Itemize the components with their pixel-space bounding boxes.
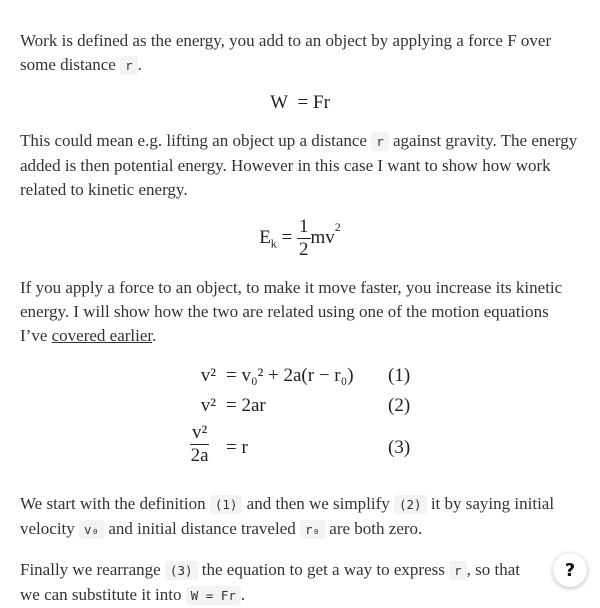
- numerator: v²: [192, 422, 208, 443]
- equation-3: [20, 422, 580, 466]
- inline-code: (1): [210, 495, 243, 514]
- text: , so that we can substitute it into: [20, 560, 521, 604]
- question-mark-icon: ?: [564, 559, 576, 581]
- article: [20, 29, 580, 608]
- text: .: [152, 326, 157, 345]
- eq-number: (3): [388, 437, 411, 458]
- inline-code: v₀: [79, 520, 104, 539]
- eq-lhs: W: [270, 92, 289, 113]
- help-button[interactable]: [553, 553, 587, 587]
- eq-rhs: = v₀² + 2a(r − r₀): [226, 365, 354, 386]
- eq-rhs: mv: [310, 226, 335, 248]
- inline-code: r₀: [300, 520, 325, 539]
- paragraph-rearrange: [20, 558, 580, 608]
- fraction: [297, 216, 311, 261]
- equation-kinetic-energy: [20, 216, 580, 264]
- text: .: [240, 585, 246, 604]
- text: against gravity. The energy added is then potential energy. However in this case I want to show how work related to kinetic energy.: [20, 131, 578, 199]
- text: This could mean e.g. lifting an object up a distance: [20, 131, 372, 150]
- numerator: 1: [299, 216, 309, 237]
- inline-code: r: [371, 132, 389, 151]
- paragraph-potential: [20, 129, 580, 202]
- inline-code: (2): [394, 495, 427, 514]
- equals: =: [281, 226, 293, 248]
- equation-work: [20, 92, 580, 116]
- inline-code: r: [449, 561, 467, 580]
- covered-earlier-link[interactable]: covered earlier: [51, 326, 153, 345]
- superscript: 2: [334, 219, 341, 234]
- text: We start with the definition: [20, 494, 210, 513]
- eq-number: (1): [388, 365, 411, 386]
- eq-number: (2): [388, 395, 411, 416]
- eq-lhs: v²: [200, 365, 216, 386]
- text: it by saying initial velocity: [20, 494, 555, 538]
- text: and initial distance traveled: [104, 519, 300, 538]
- eq-rhs: = Fr: [297, 92, 330, 113]
- paragraph-motion: [20, 276, 580, 348]
- text: the equation to get a way to express: [197, 560, 450, 579]
- denominator: 2a: [190, 445, 209, 466]
- text: .: [137, 55, 142, 74]
- denominator: 2: [299, 239, 309, 260]
- fraction: [190, 422, 209, 467]
- paragraph-simplify: [20, 492, 580, 542]
- inline-code: r: [120, 56, 138, 75]
- text: If you apply a force to an object, to make it move faster, you increase its kinetic energy. I will show how the two are related using one of the motion equations I’ve: [20, 278, 563, 345]
- equation-2: [20, 394, 580, 418]
- inline-code: (3): [165, 561, 198, 580]
- text: are both zero.: [325, 519, 423, 538]
- eq-rhs: = 2ar: [226, 395, 266, 416]
- eq-rhs: = r: [226, 437, 248, 458]
- text: Finally we rearrange: [20, 560, 165, 579]
- eq-lhs: E: [259, 226, 271, 248]
- text: and then we simplify: [242, 494, 394, 513]
- equation-system: [20, 360, 580, 480]
- subscript: k: [270, 236, 277, 251]
- eq-lhs: v²: [200, 395, 216, 416]
- inline-code: W = Fr: [186, 586, 241, 605]
- text: Work is defined as the energy, you add to an object by applying a force F over some distance: [20, 31, 552, 74]
- paragraph-work-definition: [20, 29, 580, 78]
- equation-1: [20, 364, 580, 388]
